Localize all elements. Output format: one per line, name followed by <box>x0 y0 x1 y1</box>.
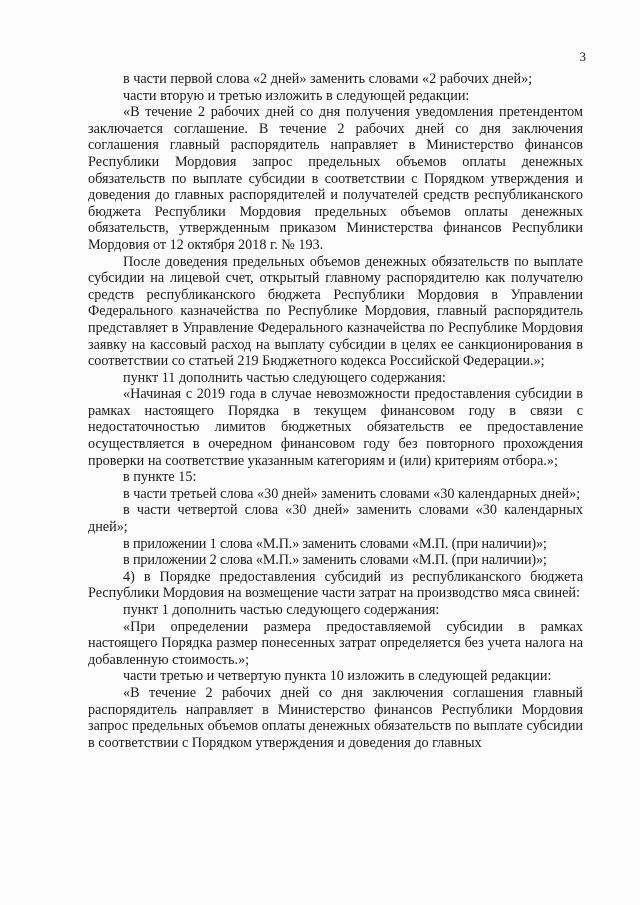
paragraph: После доведения предельных объемов денежных обязательств по выплате субсидии на лицевой счет, открытый главному распорядителю как получателю средств республиканского бюджета Республики Мордовия в Управлении Федерального казначейства по Республике Мордовия, главный распорядитель представляет в Управление Федерального казначейства по Республике Мордовия заявку на кассовый расход на выплату субсидии в целях ее санкционирования в соответствии со статьей 219 Бюджетного кодекса Российской Федерации.»; <box>88 253 583 370</box>
paragraph: «В течение 2 рабочих дней со дня заключения соглашения главный распорядитель направляет в Министерство финансов Республики Мордовия запрос предельных объемов оплаты денежных обязательств по выплате субсидии в соответствии с Порядком утверждения и доведения до главных <box>88 684 583 751</box>
paragraph: в приложении 2 слова «М.П.» заменить словами «М.П. (при наличии)»; <box>123 552 547 569</box>
paragraph: части вторую и третью изложить в следующей редакции: <box>123 87 470 104</box>
document-body <box>88 71 583 751</box>
page-number: 3 <box>579 49 586 64</box>
paragraph: в части четвертой слова «30 дней» заменить словами «30 календарных дней»; <box>88 502 583 536</box>
paragraph: в части первой слова «2 дней» заменить словами «2 рабочих дней»; <box>123 71 533 87</box>
paragraph: части третью и четвертую пункта 10 изложить в следующей редакции: <box>123 668 552 685</box>
paragraph: в пункте 15: <box>123 469 197 486</box>
paragraph: пункт 11 дополнить частью следующего содержания: <box>123 369 446 386</box>
paragraph: в части третьей слова «30 дней» заменить словами «30 календарных дней»; <box>123 485 581 502</box>
paragraph: «Начиная с 2019 года в случае невозможности предоставления субсидии в рамках настоящего Порядка в текущем финансовом году в связи с недостаточностью лимитов бюджетных обязательств ее предоставление осуществляется в очередном финансовом году без повторного прохождения проверки на соответствие указанным категориям и (или) критериям отбора.»; <box>88 386 583 469</box>
paragraph: пункт 1 дополнить частью следующего содержания: <box>123 602 440 618</box>
paragraph: в приложении 1 слова «М.П.» заменить словами «М.П. (при наличии)»; <box>123 535 547 552</box>
paragraph: «При определении размера предоставляемой субсидии в рамках настоящего Порядка размер понесенных затрат определяется без учета налога на добавленную стоимость.»; <box>88 618 583 668</box>
paragraph: «В течение 2 рабочих дней со дня получения уведомления претендентом заключается соглашение. В течение 2 рабочих дней со дня заключения соглашения главный распорядитель направляет в Министерство финансов Республики Мордовия запрос предельных объемов оплаты денежных обязательств по выплате субсидии в соответствии с Порядком утверждения и доведения до главных распорядителей и получателей средств республиканского бюджета Республики Мордовия предельных объемов оплаты денежных обязательств, утвержденным приказом Министерства финансов Республики Мордовия от 12 октября 2018 г. № 193. <box>88 104 583 253</box>
paragraph: 4) в Порядке предоставления субсидий из республиканского бюджета Республики Мордовия на возмещение части затрат на производство мяса свиней: <box>88 568 583 602</box>
